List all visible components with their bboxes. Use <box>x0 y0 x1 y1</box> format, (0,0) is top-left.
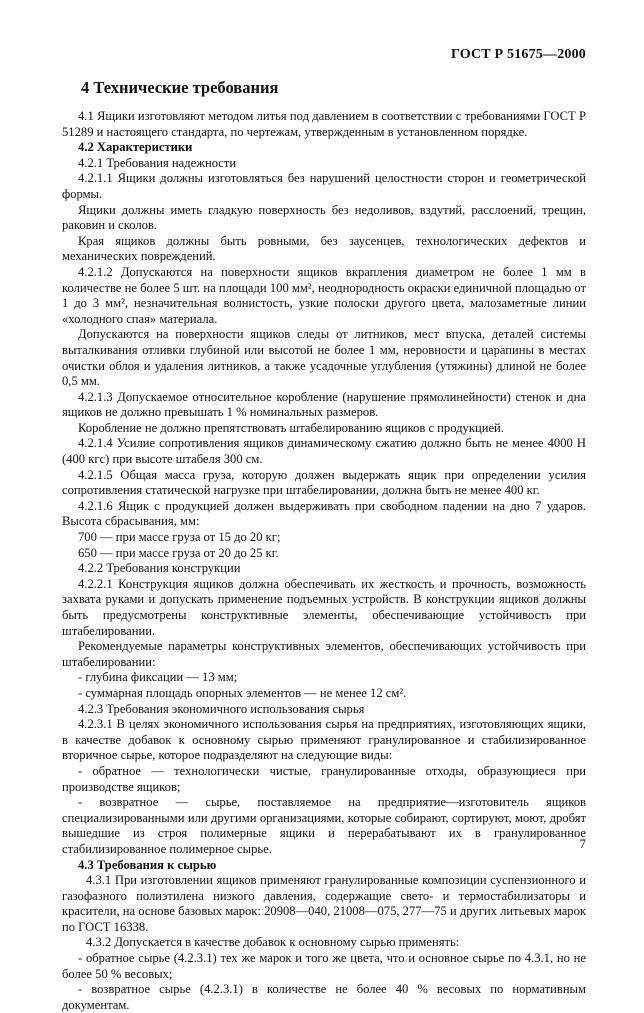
paragraph-4-2-2: 4.2.2 Требования конструкции <box>78 561 241 576</box>
paragraph-4-2-1-2: 4.2.1.2 Допускаются на поверхности ящиков вкрапления диаметром не более 1 мм в количестве не более 5 шт. на площади 100 мм², неоднородность окраски единичной площадью от 1 до 3 мм², незначительная волнистость, узкие полоски другого цвета, малозаметные линии «холодного спая» материала. <box>62 264 586 326</box>
standard-number: ГОСТ Р 51675—2000 <box>450 47 586 62</box>
paragraph-traces: Допускаются на поверхности ящиков следы от литников, мест впуска, деталей системы выталкивания отливки глубиной или высотой не более 1 мм, неровности и царапины в местах очистки облоя и удаления литников, а также усадочные углубления (утяжины) длиной не более 0,5 мм. <box>62 327 586 389</box>
heading-4-2: 4.2 Характеристики <box>78 140 193 155</box>
list-item-support-area: - суммарная площадь опорных элементов — не менее 12 см². <box>78 685 407 700</box>
paragraph-4-2-1-3: 4.2.1.3 Допускаемое относительное коробление (нарушение прямолинейности) стенок и дна ящиков не должно превышать 1 % номинальных размеров. <box>62 389 586 420</box>
drop-height-650: 650 — при массе груза от 20 до 25 кг. <box>78 545 279 560</box>
paragraph-4-2-1-6: 4.2.1.6 Ящик с продукцией должен выдерживать при свободном падении на дно 7 ударов. Высота сбрасывания, мм: <box>62 498 586 529</box>
list-item-reverse: - обратное — технологически чистые, гранулированные отходы, образующиеся при производстве ящиков; <box>62 763 586 794</box>
paragraph-4-1: 4.1 Ящики изготовляют методом литья под давлением в соответствии с требованиями ГОСТ Р 51289 и настоящего стандарта, по чертежам, утвержденным в установленном порядке. <box>62 109 586 139</box>
page-number: 7 <box>579 836 586 851</box>
paragraph-4-2-3: 4.2.3 Требования экономичного использования сырья <box>78 701 365 716</box>
paragraph-warping: Коробление не должно препятствовать штабелированию ящиков с продукцией. <box>78 420 504 435</box>
paragraph-4-2-3-1: 4.2.3.1 В целях экономичного использования сырья на предприятиях, изготовляющих ящики, в качестве добавок к основному сырью применяют гранулированное и стабилизированное вторичное сырье, которое подразделяют на следующие виды: <box>62 717 586 763</box>
paragraph-4-2-2-1: 4.2.2.1 Конструкция ящиков должна обеспечивать их жесткость и прочность, возможность захвата руками и допускать применение подъемных устройств. В конструкции ящиков должны быть предусмотрены конструктивные элементы, обеспечивающие устойчивость при штабелировании. <box>62 576 586 638</box>
paragraph-4-2-1: 4.2.1 Требования надежности <box>78 155 237 170</box>
paragraph-4-2-1-1: 4.2.1.1 Ящики должны изготовляться без нарушений целостности сторон и геометрической формы. <box>62 171 586 201</box>
paragraph-4-2-1-4: 4.2.1.4 Усилие сопротивления ящиков динамическому сжатию должно быть не менее 4000 Н (400 кгс) при высоте штабеля 300 см. <box>62 436 586 467</box>
paragraph-surface: Ящики должны иметь гладкую поверхность без недоливов, вздутий, расслоений, трещин, раковин и сколов. <box>62 202 586 233</box>
list-item-returned-raw: - возвратное сырье (4.2.3.1) в количестве не более 40 % весовых по нормативным документам. <box>62 982 586 1012</box>
drop-height-700: 700 — при массе груза от 15 до 20 кг; <box>78 530 281 545</box>
paragraph-4-2-1-5: 4.2.1.5 Общая масса груза, которую должен выдержать ящик при определении усилия сопротивления статической нагрузке при штабелировании, должна быть не менее 400 кг. <box>62 467 586 498</box>
paragraph-4-3-1: 4.3.1 При изготовлении ящиков применяют гранулированные композиции суспензионного и газофазного полиэтилена низкого давления, содержащие свето- и термостабилизаторы и красители, на основе базовых марок: 20908—040, 21008—075, 277—75 и других литьевых марок по ГОСТ 16338. <box>62 873 586 934</box>
document-body <box>62 109 586 1013</box>
paragraph-edges: Края ящиков должны быть ровными, без заусенцев, технологических дефектов и механических повреждений. <box>62 233 586 264</box>
heading-4-3: 4.3 Требования к сырью <box>78 857 217 872</box>
list-item-fixation-depth: - глубина фиксации — 13 мм; <box>78 670 238 685</box>
list-item-returned: - возвратное — сырье, поставляемое на предприятие—изготовитель ящиков специализированными или другими организациями, которые собирают, сортируют, моют, дробят вышедшие из строя полимерные ящики и перерабатывают их в гранулированное стабилизированное полимерное сырье. <box>62 795 586 856</box>
paragraph-recommended: Рекомендуемые параметры конструктивных элементов, обеспечивающих устойчивость при штабелировании: <box>62 639 586 669</box>
paragraph-4-3-2: 4.3.2 Допускается в качестве добавок к основному сырью применять: <box>86 935 460 950</box>
list-item-reverse-raw: - обратное сырье (4.2.3.1) тех же марок и того же цвета, что и основное сырье по 4.3.1, но не более 50 % весовых; <box>62 951 586 981</box>
section-title: 4 Технические требования <box>81 78 279 97</box>
